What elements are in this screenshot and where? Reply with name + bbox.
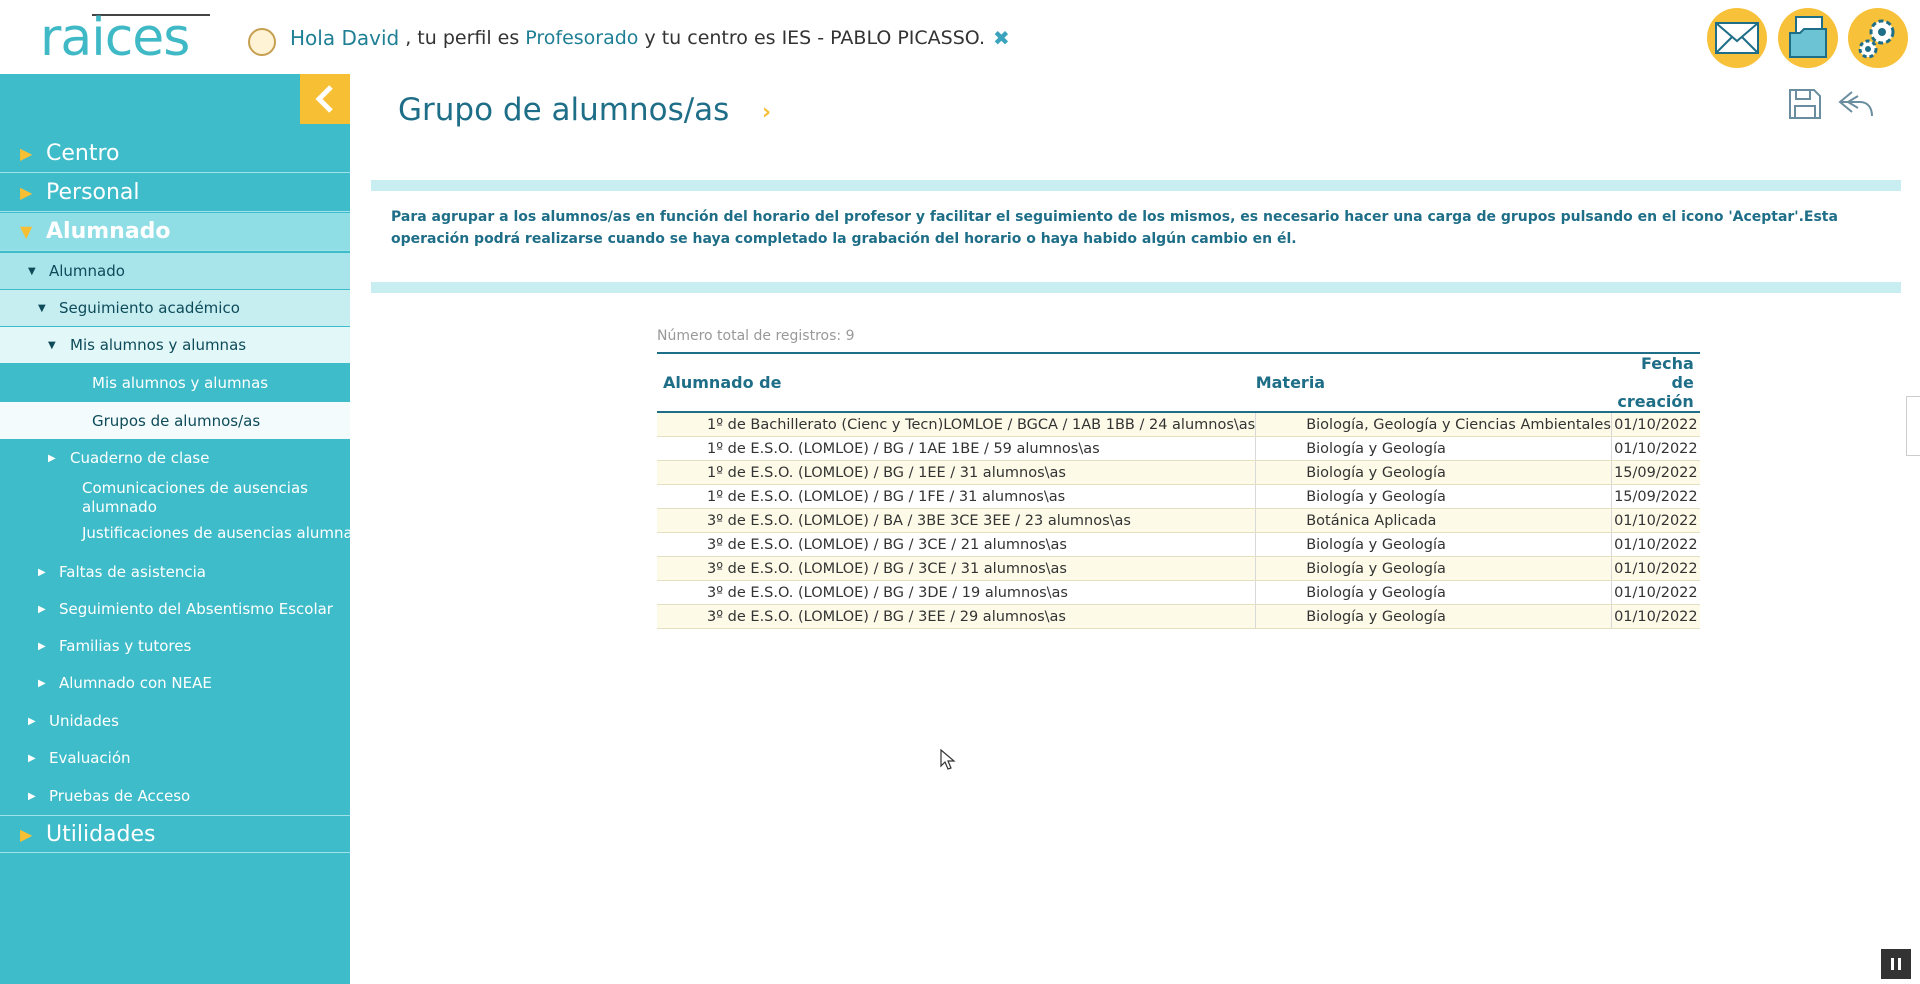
- logo-text: raices: [40, 8, 190, 68]
- sidebar-item-absentismo[interactable]: [0, 591, 350, 627]
- greeting: [290, 26, 1010, 50]
- sidebar-item-mis-alumnos[interactable]: [0, 364, 350, 401]
- sidebar-item-familias[interactable]: [0, 628, 350, 664]
- greeting-text-2: y tu centro es IES - PABLO PICASSO.: [644, 27, 986, 49]
- cell-materia: Biología y Geología: [1256, 581, 1612, 605]
- sidebar-item-justificaciones[interactable]: [0, 518, 372, 548]
- sidebar-item-pruebas[interactable]: [0, 778, 350, 814]
- cell-fecha: 01/10/2022: [1611, 605, 1699, 629]
- sidebar-item-label: Justificaciones de ausencias alumnado: [82, 524, 372, 542]
- cell-alumnado: 3º de E.S.O. (LOMLOE) / BG / 3CE / 31 alumnos\as: [657, 557, 1256, 581]
- cell-alumnado: 1º de E.S.O. (LOMLOE) / BG / 1AE 1BE / 59 alumnos\as: [657, 437, 1256, 461]
- triangle-right-icon: ▶: [48, 452, 56, 464]
- sidebar-item-label: Evaluación: [49, 749, 131, 767]
- triangle-right-icon: ▶: [38, 566, 46, 578]
- sidebar-item-label: Unidades: [49, 712, 119, 730]
- raices-logo[interactable]: [40, 8, 210, 68]
- triangle-right-icon: ▶: [20, 824, 33, 844]
- table-row[interactable]: [657, 557, 1700, 581]
- sidebar-item-unidades[interactable]: [0, 703, 350, 739]
- triangle-right-icon: ▶: [28, 790, 36, 802]
- triangle-right-icon: ▶: [20, 144, 33, 163]
- groups-table: [657, 352, 1700, 629]
- table-row[interactable]: [657, 605, 1700, 629]
- triangle-down-icon: ▼: [20, 222, 33, 241]
- sidebar-item-alumnado[interactable]: [0, 213, 350, 251]
- greeting-hello: Hola David: [290, 26, 400, 50]
- table-row[interactable]: [657, 533, 1700, 557]
- cell-materia: Biología y Geología: [1256, 485, 1612, 509]
- triangle-right-icon: ▶: [38, 603, 46, 615]
- table-row[interactable]: [657, 485, 1700, 509]
- sidebar-item-label: Alumnado con NEAE: [59, 674, 212, 692]
- cell-fecha: 01/10/2022: [1611, 437, 1699, 461]
- cell-alumnado: 1º de E.S.O. (LOMLOE) / BG / 1FE / 31 alumnos\as: [657, 485, 1256, 509]
- cell-alumnado: 3º de E.S.O. (LOMLOE) / BG / 3EE / 29 alumnos\as: [657, 605, 1256, 629]
- cell-alumnado: 3º de E.S.O. (LOMLOE) / BG / 3DE / 19 alumnos\as: [657, 581, 1256, 605]
- sidebar-item-mis-alumnos-group[interactable]: [0, 327, 350, 363]
- cell-fecha: 01/10/2022: [1611, 509, 1699, 533]
- triangle-down-icon: ▼: [38, 302, 46, 314]
- sidebar-item-label: Comunicaciones de ausencias alumnado: [82, 479, 308, 516]
- cell-fecha: 01/10/2022: [1611, 557, 1699, 581]
- sidebar-item-label: Seguimiento académico: [59, 299, 240, 317]
- sidebar-item-neae[interactable]: [0, 665, 350, 701]
- pause-icon[interactable]: [1881, 949, 1911, 979]
- sidebar-item-label: Mis alumnos y alumnas: [92, 373, 269, 392]
- column-header-alumnado[interactable]: Alumnado de: [657, 353, 1256, 412]
- cell-materia: Biología y Geología: [1256, 605, 1612, 629]
- header: [0, 0, 1920, 74]
- cell-alumnado: 3º de E.S.O. (LOMLOE) / BA / 3BE 3CE 3EE / 23 alumnos\as: [657, 509, 1256, 533]
- sidebar-item-label: Familias y tutores: [59, 637, 192, 655]
- cell-fecha: 01/10/2022: [1611, 533, 1699, 557]
- sidebar-item-label: Cuaderno de clase: [70, 449, 210, 467]
- sidebar-item-evaluacion[interactable]: [0, 740, 350, 776]
- sidebar-item-cuaderno[interactable]: [0, 440, 350, 476]
- column-header-fecha[interactable]: Fecha de creación: [1611, 353, 1699, 412]
- cell-materia: Biología, Geología y Ciencias Ambientales: [1256, 412, 1612, 437]
- sidebar-item-comunicaciones[interactable]: [0, 476, 350, 520]
- mouse-cursor-icon: [940, 749, 956, 775]
- sidebar-item-label: Grupos de alumnos/as: [92, 411, 261, 430]
- profile-link[interactable]: Profesorado: [525, 27, 639, 49]
- cell-materia: Biología y Geología: [1256, 461, 1612, 485]
- info-band-top: [371, 180, 1901, 191]
- cell-materia: Botánica Aplicada: [1256, 509, 1612, 533]
- sidebar-item-label: Seguimiento del Absentismo Escolar: [59, 600, 333, 618]
- sidebar: [0, 74, 372, 984]
- sidebar-item-seguimiento-academico[interactable]: [0, 290, 350, 326]
- table-row[interactable]: [657, 412, 1700, 437]
- triangle-right-icon: ▶: [28, 715, 36, 727]
- triangle-down-icon: ▼: [28, 265, 36, 277]
- sidebar-item-alumnado-sub[interactable]: [0, 253, 350, 289]
- triangle-down-icon: ▼: [48, 339, 56, 351]
- collapse-sidebar-button[interactable]: [300, 74, 350, 124]
- sidebar-item-utilidades[interactable]: [0, 815, 350, 853]
- documents-icon[interactable]: [1778, 8, 1838, 68]
- cell-alumnado: 3º de E.S.O. (LOMLOE) / BG / 3CE / 21 alumnos\as: [657, 533, 1256, 557]
- cell-alumnado: 1º de E.S.O. (LOMLOE) / BG / 1EE / 31 alumnos\as: [657, 461, 1256, 485]
- sidebar-item-faltas[interactable]: [0, 554, 350, 590]
- close-icon[interactable]: ✖: [993, 26, 1010, 50]
- greeting-text-1: , tu perfil es: [405, 27, 520, 49]
- info-band-bottom: [371, 282, 1901, 293]
- chevron-right-icon: ›: [762, 100, 772, 125]
- info-message: Para agrupar a los alumnos/as en función del horario del profesor y facilitar el seguimiento de los mismos, es necesario hacer una carga de grupos pulsando en el icono 'Aceptar'.Esta operación podrá realizarse cuando se haya completado la grabación del horario o haya habido algún cambio en él.: [391, 209, 1838, 247]
- cell-materia: Biología y Geología: [1256, 533, 1612, 557]
- back-icon[interactable]: [1836, 86, 1876, 126]
- triangle-right-icon: ▶: [38, 640, 46, 652]
- sidebar-item-label: Alumnado: [49, 262, 125, 280]
- sidebar-item-grupos[interactable]: [0, 402, 350, 439]
- sidebar-item-label: Faltas de asistencia: [59, 563, 206, 581]
- settings-icon[interactable]: [1848, 8, 1908, 68]
- save-icon[interactable]: [1786, 86, 1826, 126]
- sidebar-item-label: Personal: [46, 180, 140, 205]
- sidebar-item-label: Mis alumnos y alumnas: [70, 336, 247, 354]
- record-count: Número total de registros: 9: [657, 328, 855, 344]
- sidebar-item-label: Alumnado: [46, 219, 171, 244]
- triangle-right-icon: ▶: [28, 752, 36, 764]
- table-row[interactable]: [657, 581, 1700, 605]
- cell-alumnado: 1º de Bachillerato (Cienc y Tecn)LOMLOE / BGCA / 1AB 1BB / 24 alumnos\as: [657, 412, 1256, 437]
- table-row[interactable]: [657, 461, 1700, 485]
- mail-icon[interactable]: [1707, 8, 1767, 68]
- page-title: Grupo de alumnos/as: [398, 92, 730, 128]
- user-avatar-icon: [248, 28, 276, 56]
- sidebar-item-label: Utilidades: [46, 821, 156, 847]
- cell-fecha: 01/10/2022: [1611, 412, 1699, 437]
- triangle-right-icon: ▶: [20, 183, 33, 202]
- cell-materia: Biología y Geología: [1256, 557, 1612, 581]
- sidebar-item-label: Centro: [46, 141, 120, 166]
- cell-fecha: 01/10/2022: [1611, 581, 1699, 605]
- sidebar-item-personal[interactable]: [0, 174, 350, 212]
- side-edge-tab[interactable]: [1906, 396, 1920, 456]
- sidebar-item-centro[interactable]: [0, 135, 350, 173]
- sidebar-item-label: Pruebas de Acceso: [49, 787, 191, 805]
- cell-fecha: 15/09/2022: [1611, 461, 1699, 485]
- cell-fecha: 15/09/2022: [1611, 485, 1699, 509]
- cell-materia: Biología y Geología: [1256, 437, 1612, 461]
- triangle-right-icon: ▶: [38, 677, 46, 689]
- column-header-materia[interactable]: Materia: [1256, 353, 1612, 412]
- table-row[interactable]: [657, 509, 1700, 533]
- table-row[interactable]: [657, 437, 1700, 461]
